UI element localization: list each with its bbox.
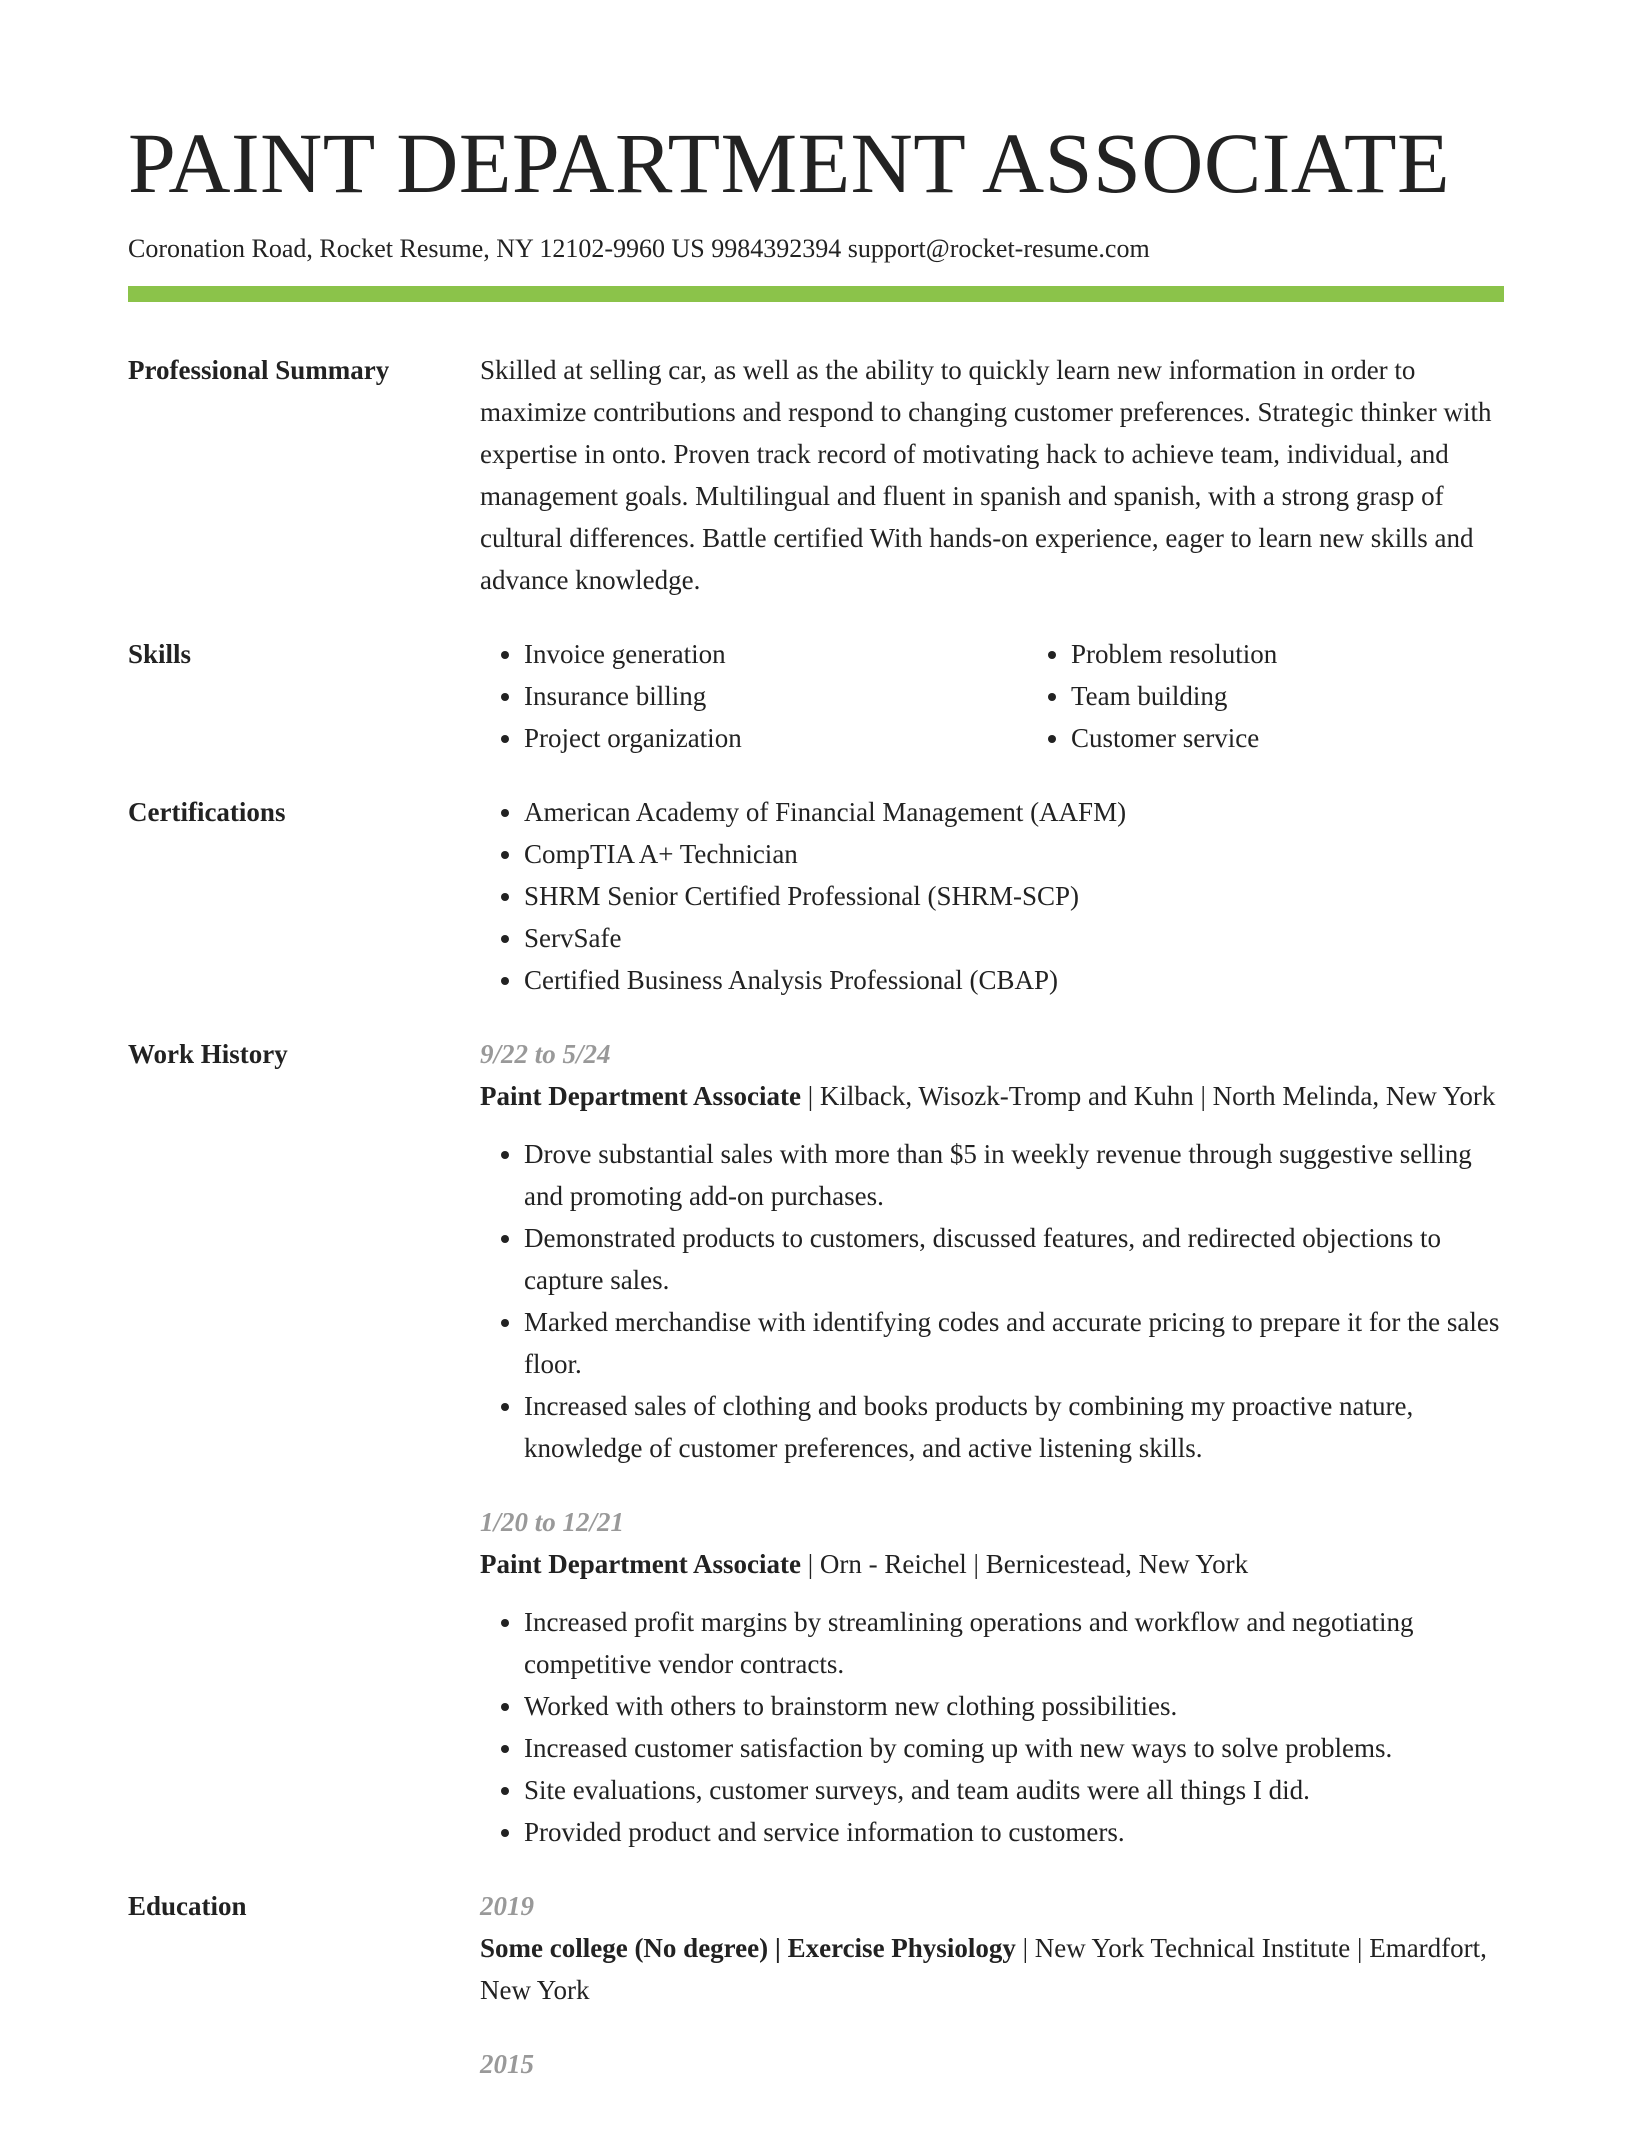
contact-info: Coronation Road, Rocket Resume, NY 12102-9960 US 9984392394 support@rocket-resume.com: [128, 234, 1150, 263]
education-entry: [480, 2043, 1504, 2085]
education-school-location: | New York Technical Institute | Emardfort, New York: [480, 1933, 1487, 2005]
education-section: [128, 1885, 1504, 2117]
education-degree: Some college (No degree) | Exercise Physiology: [480, 1933, 1016, 1963]
job-dates: 1/20 to 12/21: [480, 1507, 625, 1537]
summary-text: Skilled at selling car, as well as the ability to quickly learn new information in order to maximize contributions and respond to changing customer preferences. Strategic thinker with expertise in onto. Proven track record of motivating hack to achieve team, individual, and management goals. Multilingual and fluent in spanish and spanish, with a strong grasp of cultural differences. Battle certified With hands-on experience, eager to learn new skills and advance knowledge.: [480, 355, 1492, 595]
work-history-label: Work History: [128, 1039, 288, 1069]
resume-title: PAINT DEPARTMENT ASSOCIATE: [128, 115, 1451, 211]
job-bullet: • Provided product and service information to customers.: [524, 1811, 1504, 1853]
job-bullet: • Increased profit margins by streamlining operations and workflow and negotiating competitive vendor contracts.: [524, 1601, 1504, 1685]
job-employer-location: | Orn - Reichel | Bernicestead, New York: [800, 1549, 1249, 1579]
skill-item: • Project organization: [524, 717, 1027, 759]
job-bullet: • Demonstrated products to customers, discussed features, and redirected objections to capture sales.: [524, 1217, 1504, 1301]
job-bullets: [480, 1133, 1504, 1469]
skills-section: [128, 633, 1504, 759]
job-title: Paint Department Associate: [480, 1549, 801, 1579]
skill-item: • Problem resolution: [1071, 633, 1574, 675]
header-divider: [128, 286, 1504, 302]
job-bullet: • Worked with others to brainstorm new clothing possibilities.: [524, 1685, 1504, 1727]
resume-content: [128, 349, 1504, 2149]
summary-section: [128, 349, 1504, 601]
skills-list-left: [480, 633, 1027, 759]
certifications-list: [480, 791, 1504, 1001]
certifications-section: [128, 791, 1504, 1001]
certification-item: • American Academy of Financial Management (AAFM): [524, 791, 1504, 833]
summary-label: Professional Summary: [128, 355, 390, 385]
job-bullet: • Increased sales of clothing and books products by combining my proactive nature, knowledge of customer preferences, and active listening skills.: [524, 1385, 1504, 1469]
job-dates: 9/22 to 5/24: [480, 1039, 611, 1069]
job-heading: [480, 1075, 1504, 1117]
certification-item: • SHRM Senior Certified Professional (SHRM-SCP): [524, 875, 1504, 917]
job-employer-location: | Kilback, Wisozk-Tromp and Kuhn | North Melinda, New York: [800, 1081, 1496, 1111]
skill-item: • Invoice generation: [524, 633, 1027, 675]
skills-list-right: [1027, 633, 1574, 759]
job-bullet: • Increased customer satisfaction by coming up with new ways to solve problems.: [524, 1727, 1504, 1769]
education-date: 2019: [480, 1891, 534, 1921]
job-bullet: • Site evaluations, customer surveys, and team audits were all things I did.: [524, 1769, 1504, 1811]
education-heading: [480, 1927, 1504, 2011]
job-title: Paint Department Associate: [480, 1081, 801, 1111]
job-heading: [480, 1543, 1504, 1585]
job-entry: [480, 1501, 1504, 1853]
education-entry: [480, 1885, 1504, 2011]
skill-item: • Team building: [1071, 675, 1574, 717]
work-history-section: [128, 1033, 1504, 1853]
job-bullet: • Drove substantial sales with more than $5 in weekly revenue through suggestive selling and promoting add-on purchases.: [524, 1133, 1504, 1217]
skill-item: • Insurance billing: [524, 675, 1027, 717]
job-entry: [480, 1033, 1504, 1469]
certifications-label: Certifications: [128, 797, 286, 827]
education-date: 2015: [480, 2049, 534, 2079]
skill-item: • Customer service: [1071, 717, 1574, 759]
job-bullets: [480, 1601, 1504, 1853]
education-label: Education: [128, 1891, 247, 1921]
certification-item: • ServSafe: [524, 917, 1504, 959]
certification-item: • Certified Business Analysis Professional (CBAP): [524, 959, 1504, 1001]
job-bullet: • Marked merchandise with identifying codes and accurate pricing to prepare it for the sales floor.: [524, 1301, 1504, 1385]
certification-item: • CompTIA A+ Technician: [524, 833, 1504, 875]
skills-label: Skills: [128, 639, 192, 669]
